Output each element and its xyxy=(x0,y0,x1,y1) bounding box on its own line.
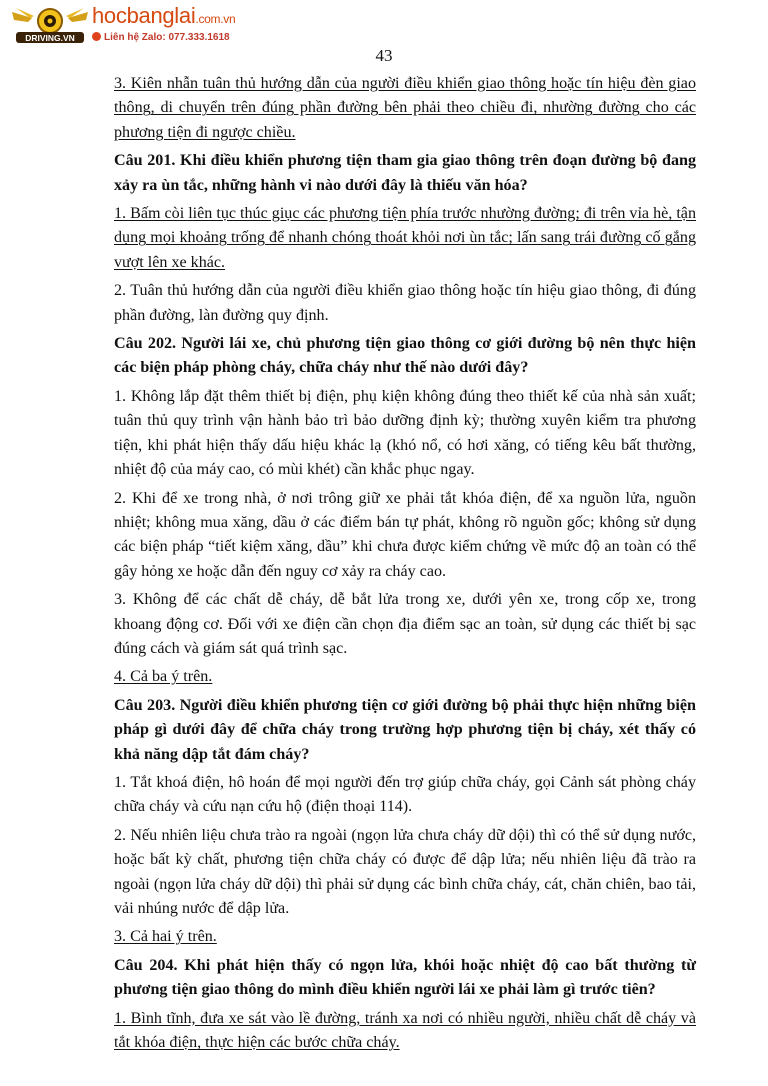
page-number: 43 xyxy=(375,46,393,65)
page-header xyxy=(0,0,768,48)
logo-text: DRIVING.VN xyxy=(25,33,75,43)
answer: 2. Khi để xe trong nhà, ở nơi trông giữ xe phải tắt khóa điện, để xa nguồn lửa, nguồn nhiệt; không mua xăng, dầu ở các điểm bán tự phát, không rõ nguồn gốc; không sử dụng các biện pháp “tiết kiệm xăng, dầu” khi chưa được kiểm chứng về mức độ an toàn có thể gây hỏng xe hoặc dẫn đến nguy cơ xảy ra cháy cao. xyxy=(114,489,696,580)
answer-correct: 1. Bình tĩnh, đưa xe sát vào lề đường, tránh xa nơi có nhiều người, nhiều chất dễ cháy và tắt khóa điện, thực hiện các bước chữa cháy. xyxy=(114,1009,696,1052)
contact-text: Liên hệ Zalo: 077.333.1618 xyxy=(104,32,230,43)
document-body xyxy=(114,72,696,1059)
answer-correct: 3. Cả hai ý trên. xyxy=(114,928,217,946)
site-name[interactable] xyxy=(92,4,235,31)
contact-line xyxy=(92,32,235,44)
answer-correct: 1. Bấm còi liên tục thúc giục các phương tiện phía trước nhường đường; đi trên vỉa hè, tận dụng mọi khoảng trống để nhanh chóng thoát khỏi nơi ùn tắc; lấn sang trái đường cố gắng vượt lên xe khác. xyxy=(114,205,696,271)
question-201: Câu 201. Khi điều khiển phương tiện tham gia giao thông trên đoạn đường bộ đang xảy ra ùn tắc, những hành vi nào dưới đây là thiếu văn hóa? xyxy=(114,152,696,194)
site-name-text: hocbanglai xyxy=(92,3,196,28)
question-204: Câu 204. Khi phát hiện thấy có ngọn lửa, khói hoặc nhiệt độ cao bất thường từ phương tiện giao thông do mình điều khiển người lái xe phải làm gì trước tiên? xyxy=(114,956,696,999)
answer: 1. Không lắp đặt thêm thiết bị điện, phụ kiện không đúng theo thiết kế của nhà sản xuất; tuân thủ quy trình vận hành bảo trì bảo dưỡng định kỳ; thường xuyên kiểm tra phương tiện, khi phát hiện thấy dấu hiệu khác lạ (khó nổ, có hơi xăng, có tiếng kêu bất thường, nhiệt độ của máy cao, có mùi khét) cần khắc phục ngay. xyxy=(114,387,696,479)
answer: 2. Tuân thủ hướng dẫn của người điều khiển giao thông hoặc tín hiệu giao thông, đi đúng phần đường, làn đường quy định. xyxy=(114,282,696,324)
answer: 3. Không để các chất dễ cháy, dễ bắt lửa trong xe, dưới yên xe, trong cốp xe, trong khoang động cơ. Đối với xe điện cần chọn địa điểm sạc an toàn, sử dụng các thiết bị sạc đúng cách và giám sát quá trình sạc. xyxy=(114,591,696,657)
question-202: Câu 202. Người lái xe, chủ phương tiện giao thông cơ giới đường bộ nên thực hiện các biện pháp phòng cháy, chữa cháy như thế nào dưới đây? xyxy=(114,335,696,377)
answer-correct: 4. Cả ba ý trên. xyxy=(114,668,213,686)
question-203: Câu 203. Người điều khiển phương tiện cơ giới đường bộ phải thực hiện những biện pháp gì dưới đây để chữa cháy trong trường hợp phương tiện bị cháy, xét thấy có khả năng dập tắt đám cháy? xyxy=(114,696,696,763)
phone-icon xyxy=(92,32,101,41)
driving-vn-logo xyxy=(10,4,90,46)
answer: 2. Nếu nhiên liệu chưa trào ra ngoài (ngọn lửa chưa cháy dữ dội) thì có thể sử dụng nước, hoặc bất kỳ chất, phương tiện chữa cháy có được để dập lửa; nếu nhiên liệu đã trào ra ngoài (ngọn lửa cháy dữ dội) thì phải sử dụng các bình chữa cháy, cát, chăn chiên, bao tải, vải nhúng nước để dập lửa. xyxy=(114,826,696,917)
brand-block xyxy=(92,4,235,44)
site-domain: .com.vn xyxy=(195,12,236,26)
answer: 1. Tắt khoá điện, hô hoán để mọi người đến trợ giúp chữa cháy, gọi Cảnh sát phòng cháy chữa cháy và cứu nạn cứu hộ (điện thoại 114). xyxy=(114,773,696,816)
answer-correct: 3. Kiên nhẫn tuân thủ hướng dẫn của người điều khiển giao thông hoặc tín hiệu đèn giao thông, di chuyển trên đúng phần đường bên phải theo chiều đi, nhường đường cho các phương tiện đi ngược chiều. xyxy=(114,75,696,141)
